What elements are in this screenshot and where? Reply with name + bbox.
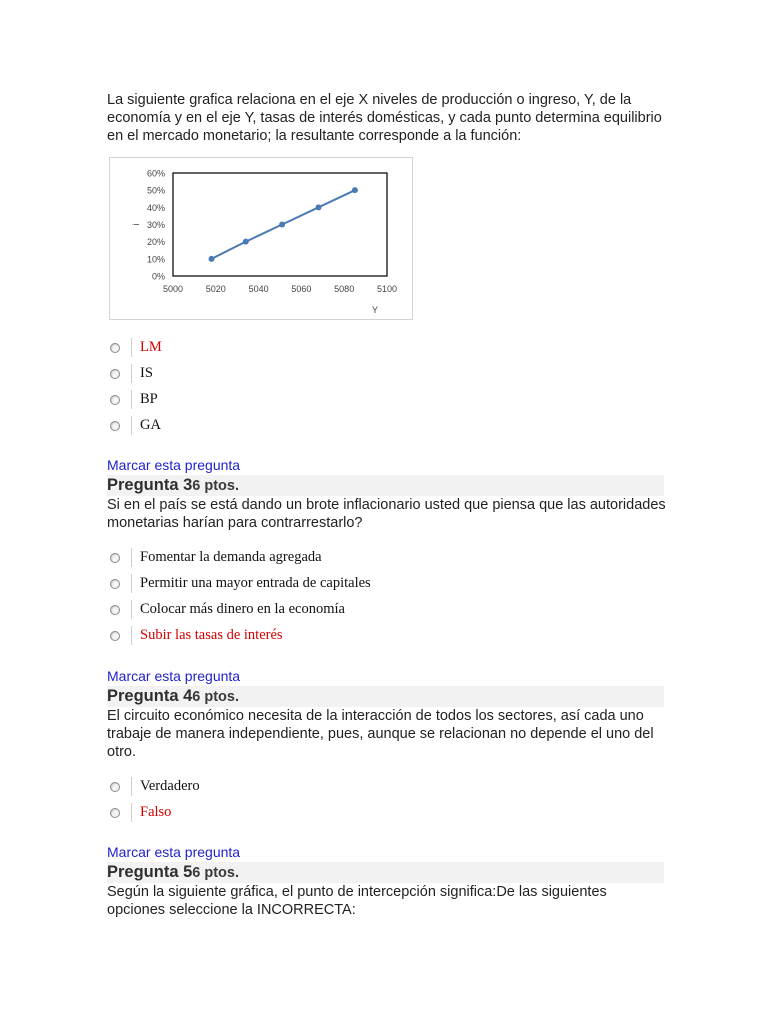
- option-label: BP: [140, 391, 158, 407]
- y-tick-label: 50%: [146, 185, 165, 196]
- radio-button[interactable]: [110, 553, 120, 563]
- radio-button[interactable]: [110, 395, 120, 405]
- option-label: LM: [140, 339, 162, 355]
- flag-question-3-link[interactable]: Marcar esta pregunta: [107, 457, 241, 473]
- y-tick-label: 30%: [146, 220, 165, 230]
- question-3-points: 6 ptos.: [192, 478, 240, 494]
- x-tick-label: 5060: [291, 284, 312, 294]
- radio-button[interactable]: [110, 369, 120, 379]
- question-2-text: La siguiente grafica relaciona en el eje X niveles de producción o ingreso, Y, de la economía y en el eje Y, tasas de interés domésticas, y cada punto determina equilibrio en el mercado monetario; la resultante corresponde a la función:: [107, 92, 662, 144]
- radio-button[interactable]: [110, 631, 120, 641]
- option-label: Verdadero: [140, 778, 200, 794]
- option-label: Permitir una mayor entrada de capitales: [140, 575, 371, 591]
- data-point: [352, 187, 358, 193]
- y-tick-label: 0%: [151, 271, 165, 282]
- x-tick-label: 5040: [248, 284, 269, 294]
- question-3-title: Pregunta 36 ptos.: [107, 476, 240, 494]
- radio-button[interactable]: [110, 579, 120, 589]
- question-4-title: Pregunta 46 ptos.: [107, 687, 240, 705]
- flag-question-4-link[interactable]: Marcar esta pregunta: [107, 668, 241, 684]
- radio-button[interactable]: [110, 808, 120, 818]
- y-tick-label: 60%: [146, 168, 165, 179]
- x-tick-label: 5000: [162, 284, 184, 294]
- option-label: Colocar más dinero en la economía: [140, 601, 345, 617]
- option-label: Falso: [140, 804, 172, 820]
- data-point: [243, 239, 249, 245]
- y-axis-label: i: [131, 223, 141, 226]
- option-label: IS: [140, 365, 153, 381]
- question-4-header: [107, 686, 664, 707]
- question-4-text: El circuito económico necesita de la interacción de todos los sectores, así cada uno trabaje de manera independiente, pues, aunque se relacionan no depende el uno del otro.: [107, 708, 654, 760]
- question-5-text: Según la siguiente gráfica, el punto de intercepción significa:De las siguientes opciones seleccione la INCORRECTA:: [107, 884, 607, 918]
- lm-chart-svg: [110, 158, 412, 319]
- data-point: [316, 204, 322, 210]
- radio-button[interactable]: [110, 782, 120, 792]
- radio-button[interactable]: [110, 421, 120, 431]
- y-tick-label: 10%: [146, 254, 165, 265]
- x-tick-label: 5020: [205, 284, 226, 294]
- data-point: [209, 256, 215, 262]
- radio-button[interactable]: [110, 343, 120, 353]
- question-3-header: [107, 475, 664, 496]
- y-tick-label: 20%: [146, 237, 165, 248]
- y-tick-label: 40%: [146, 202, 165, 213]
- option-label: GA: [140, 417, 161, 433]
- option-label: Subir las tasas de interés: [140, 627, 283, 643]
- question-5-points: 6 ptos.: [192, 865, 240, 881]
- question-4-points: 6 ptos.: [192, 689, 240, 705]
- flag-question-5-link[interactable]: Marcar esta pregunta: [107, 844, 241, 860]
- question-5-header: [107, 862, 664, 883]
- question-3-text: Si en el país se está dando un brote inflacionario usted que piensa que las autoridades monetarias harían para contrarrestarlo?: [107, 497, 666, 531]
- data-point: [279, 222, 285, 228]
- lm-chart: [109, 157, 413, 320]
- question-5-title: Pregunta 56 ptos.: [107, 863, 240, 881]
- option-label: Fomentar la demanda agregada: [140, 549, 322, 565]
- x-tick-label: 5100: [376, 284, 398, 294]
- x-axis-label: Y: [371, 305, 379, 315]
- radio-button[interactable]: [110, 605, 120, 615]
- x-tick-label: 5080: [334, 284, 355, 294]
